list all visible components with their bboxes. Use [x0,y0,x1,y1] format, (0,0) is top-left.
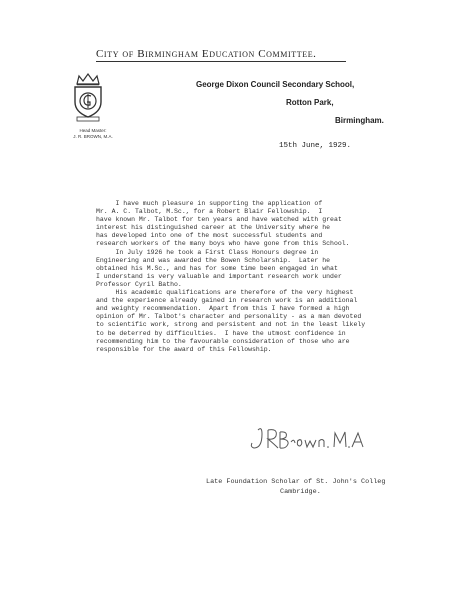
body-line: Engineering and was awarded the Bowen Scholarship. Later he [96,256,331,264]
body-line: obtained his M.Sc., and has for some time been engaged in what [96,264,338,272]
head-master-label: Head Master: [79,128,107,133]
school-address [196,80,384,125]
body-line: interest his distinguished career at the University where he [96,224,331,232]
handwritten-signature [248,422,368,456]
letter-body [96,200,436,354]
letterhead-rule [96,61,346,62]
body-line: research workers of the many boys who have gone from this School. [96,240,350,248]
body-line: responsible for the award of this Fellowship. [96,345,272,353]
school-crest-icon [70,72,106,122]
body-line: has developed into one of the most successful students and [96,232,323,240]
closing-line-2: Cambridge. [280,487,321,496]
body-line: have known Mr. Talbot for ten years and have watched with great [96,216,342,224]
body-line: opinion of Mr. Talbot's character and personality - as a man devoted [96,313,362,321]
body-line: I understand is very valuable and important research work under [96,272,342,280]
body-line: recommending him to the favourable consideration of those who are [96,337,350,345]
letter-date: 15th June, 1929. [279,142,352,150]
closing-block [206,478,461,497]
body-line: I have much pleasure in supporting the application of [96,200,323,207]
body-line: to scientific work, strong and persistent and not in the least likely [96,321,366,329]
letterhead-authority [96,48,346,62]
body-line: and weighty recommendation. Apart from this I have formed a high [96,305,350,313]
body-line: to be deterred by difficulties. I have the utmost confidence in [96,329,346,337]
school-city: Birmingham. [335,116,384,125]
authority-title: City of Birmingham Education Committee. [96,48,317,60]
body-line: Professor Cyril Batho. [96,280,182,288]
head-master-name: J. R. BROWN, M.A. [73,134,113,139]
closing-line-1: Late Foundation Scholar of St. John's Colleg [206,478,386,486]
body-line: His academic qualifications are therefore of the very highest [96,289,354,297]
body-line: In July 1926 he took a First Class Honours degree in [96,248,319,256]
body-line: and the experience already gained in research work is an additional [96,297,358,305]
head-master-block [60,128,126,140]
school-street: Rotton Park, [286,98,334,107]
school-name: George Dixon Council Secondary School, [196,80,355,89]
body-line: Mr. A. C. Talbot, M.Sc., for a Robert Blair Fellowship. I [96,208,323,216]
